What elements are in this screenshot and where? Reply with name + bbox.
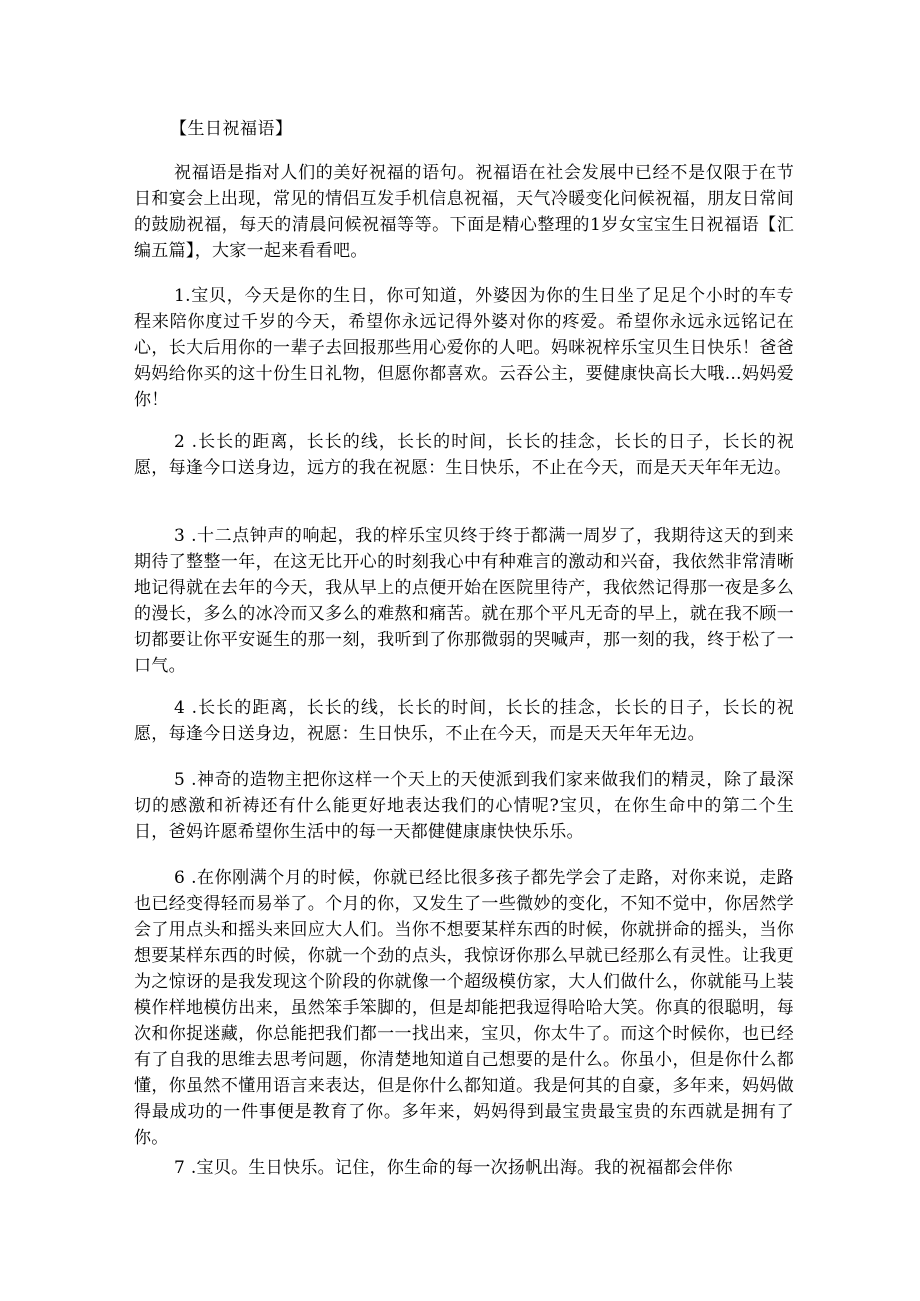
wish-item-1: 1.宝贝，今天是你的生日，你可知道，外婆因为你的生日坐了足足个小时的车专程来陪你度过千岁的今天，希望你永远记得外婆对你的疼爱。希望你永远永远铭记在心，长大后用你的一辈子去回报那些用心爱你的人吧。妈咪祝梓乐宝贝生日快乐！爸爸妈妈给你买的这十份生日礼物，但愿你都喜欢。云吞公主，要健康快高长大哦…妈妈爱你！ xyxy=(134,286,794,410)
wish-item-7: 7 .宝贝。生日快乐。记住，你生命的每一次扬帆出海。我的祝福都会伴你 xyxy=(174,1158,733,1178)
wish-item-4: 4 .长长的距离，长长的线，长长的时间，长长的挂念，长长的日子，长长的祝愿，每逢今日送身边，祝愿：生日快乐，不止在今天，而是天天年年无边。 xyxy=(134,698,794,744)
wish-item-5: 5 .神奇的造物主把你这样一个天上的天使派到我们家来做我们的精灵，除了最深切的感激和祈祷还有什么能更好地表达我们的心情呢?宝贝，在你生命中的第二个生日，爸妈许愿希望你生活中的每一天都健健康康快快乐乐。 xyxy=(134,770,794,842)
wish-item-3: 3 .十二点钟声的响起，我的梓乐宝贝终于终于都满一周岁了，我期待这天的到来期待了整整一年，在这无比开心的时刻我心中有种难言的激动和兴奋，我依然非常清晰地记得就在去年的今天，我从早上的点便开始在医院里待产，我依然记得那一夜是多么的漫长，多么的冰冷而又多么的难熬和痛苦。就在那个平凡无奇的早上，就在我不顾一切都要让你平安诞生的那一刻，我听到了你那微弱的哭喊声，那一刻的我，终于松了一口气。 xyxy=(134,526,794,676)
intro-paragraph: 祝福语是指对人们的美好祝福的语句。祝福语在社会发展中已经不是仅限于在节日和宴会上出现，常见的情侣互发手机信息祝福，天气冷暖变化问候祝福，朋友日常间的鼓励祝福，每天的清晨问候祝福等等。下面是精心整理的1岁女宝宝生日祝福语【汇编五篇】，大家一起来看看吧。 xyxy=(134,163,794,261)
wish-item-2: 2 .长长的距离，长长的线，长长的时间，长长的挂念，长长的日子，长长的祝愿，每逢今口送身边，远方的我在祝愿：生日快乐，不止在今天，而是天天年年无边。 xyxy=(134,432,794,478)
document-title: 【生日祝福语】 xyxy=(170,119,293,139)
wish-item-6: 6 .在你刚满个月的时候，你就已经比很多孩子都先学会了走路，对你来说，走路也已经变得轻而易举了。个月的你，又发生了一些微妙的变化，不知不觉中，你居然学会了用点头和摇头来回应大人们。当你不想要某样东西的时候，你就拼命的摇头，当你想要某样东西的时候，你就一个劲的点头，我惊讶你那么早就已经那么有灵性。让我更为之惊讶的是我发现这个阶段的你就像一个超级模仿家，大人们做什么，你就能马上装模作样地模仿出来，虽然笨手笨脚的，但是却能把我逗得哈哈大笑。你真的很聪明，每次和你捉迷藏，你总能把我们都一一找出来，宝贝，你太牛了。而这个时候你，也已经有了自我的思维去思考问题，你清楚地知道自己想要的是什么。你虽小，但是你什么都懂，你虽然不懂用语言来表达，但是你什么都知道。我是何其的自豪，多年来，妈妈做得最成功的一件事便是教育了你。多年来，妈妈得到最宝贵最宝贵的东西就是拥有了你。 xyxy=(134,868,794,1148)
